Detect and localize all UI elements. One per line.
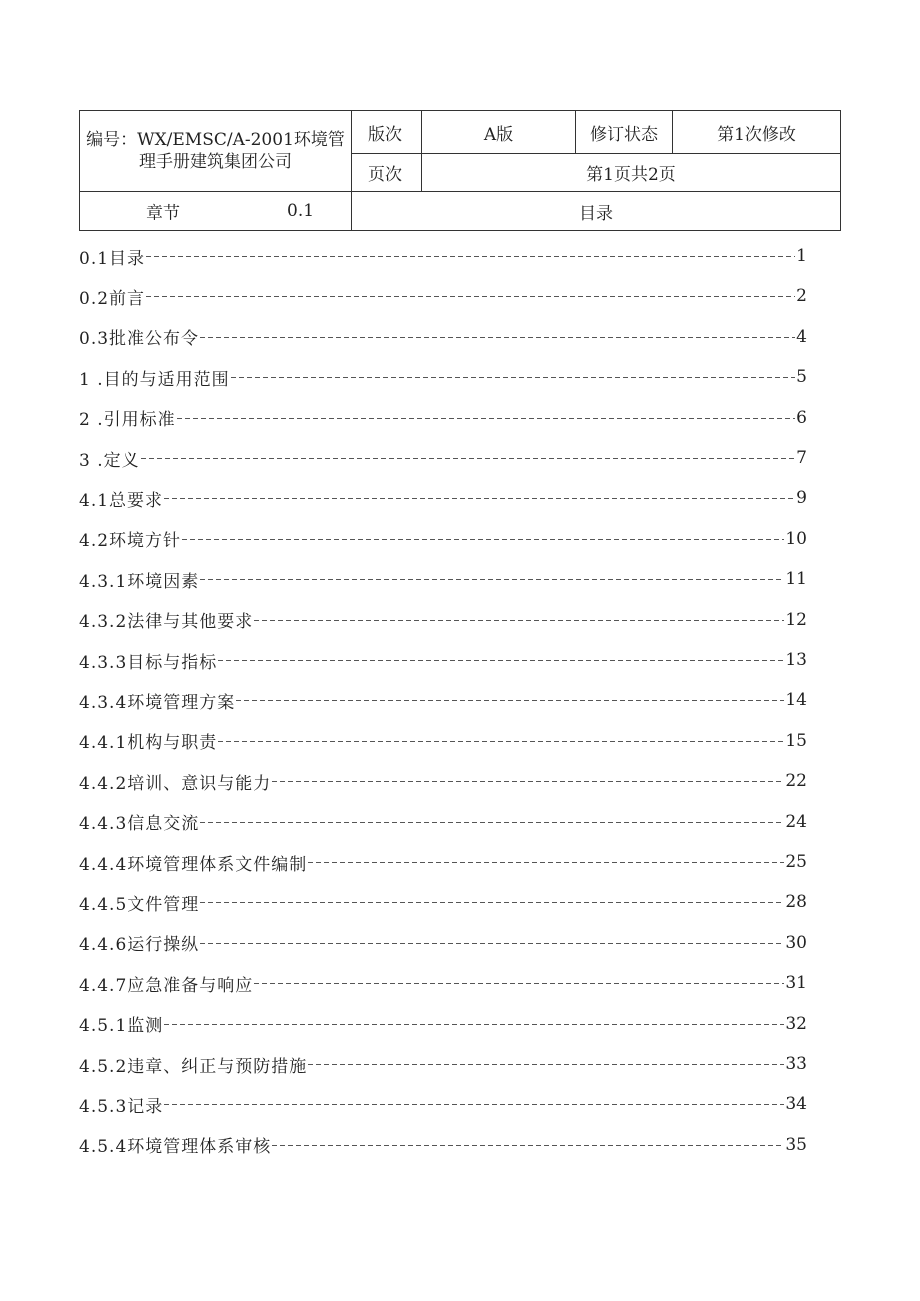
toc-entry [79, 721, 807, 761]
toc-entry-label: 4.4.2培训、意识与能力 [79, 773, 272, 794]
toc-entry-page: 28 [785, 892, 807, 913]
section-value: 0.1 [287, 201, 315, 221]
toc-leader-line [254, 611, 784, 629]
toc-entry-page: 31 [785, 973, 807, 994]
toc-leader-line [200, 570, 784, 588]
page-value: 第1页共2页 [422, 154, 841, 192]
toc-leader-line [218, 651, 784, 669]
toc-leader-line [146, 247, 795, 265]
toc-entry [79, 438, 807, 478]
toc-entry-page: 35 [785, 1134, 807, 1155]
toc-entry-page: 33 [785, 1054, 807, 1074]
toc-leader-line [272, 1136, 784, 1154]
toc-entry [79, 680, 807, 720]
toc-entry-label: 4.3.3目标与指标 [79, 652, 218, 673]
toc-entry [79, 600, 807, 640]
toc-leader-line [164, 1095, 784, 1113]
toc-entry-label: 4.4.7应急准备与响应 [79, 975, 254, 996]
toc-entry-page: 6 [796, 407, 807, 428]
page-label: 页次 [352, 154, 422, 192]
toc-leader-line [146, 287, 795, 305]
toc-entry-label: 4.1总要求 [79, 490, 164, 511]
toc-entry [79, 478, 807, 518]
toc-entry [79, 963, 807, 1003]
toc-entry-label: 1 .目的与适用范围 [79, 369, 230, 390]
toc-entry [79, 357, 807, 397]
toc-entry [79, 398, 807, 438]
toc-entry-page: 1 [796, 246, 807, 266]
toc-entry-label: 0.1目录 [79, 248, 146, 269]
toc-entry [79, 1004, 807, 1044]
toc-entry-page: 13 [785, 650, 807, 670]
toc-entry [79, 761, 807, 801]
toc-entry-page: 12 [785, 609, 807, 630]
toc-entry-label: 0.2前言 [79, 288, 146, 309]
toc-entry-page: 24 [785, 811, 807, 832]
toc-entry-label: 4.5.4环境管理体系审核 [79, 1137, 272, 1158]
toc-leader-line [200, 893, 784, 911]
toc-entry [79, 317, 807, 357]
toc-entry-label: 4.4.3信息交流 [79, 814, 200, 835]
toc-leader-line [141, 449, 796, 467]
toc-leader-line [164, 1015, 784, 1033]
document-header-table [79, 110, 841, 231]
toc-entry-page: 9 [796, 488, 807, 509]
section-title: 目录 [352, 192, 841, 231]
toc-leader-line [236, 691, 784, 709]
toc-entry [79, 882, 807, 922]
toc-entry-page: 7 [796, 448, 807, 468]
toc-entry-page: 14 [785, 690, 807, 711]
toc-entry-page: 5 [796, 367, 807, 388]
toc-leader-line [254, 974, 784, 992]
section-cell [80, 192, 352, 231]
toc-entry-label: 4.5.1监测 [79, 1016, 164, 1037]
toc-entry-label: 4.4.6运行操纵 [79, 935, 200, 956]
toc-entry [79, 842, 807, 882]
toc-leader-line [308, 1055, 784, 1073]
toc-entry-page: 22 [785, 771, 807, 792]
toc-entry-label: 4.4.4环境管理体系文件编制 [79, 854, 308, 875]
toc-entry [79, 802, 807, 842]
toc-leader-line [308, 853, 784, 871]
document-code: 编号：WX/EMSC/A-2001环境管理手册建筑集团公司 [80, 111, 352, 192]
toc-entry-label: 4.3.4环境管理方案 [79, 692, 236, 713]
toc-entry-label: 4.2环境方针 [79, 531, 182, 552]
toc-entry-page: 15 [785, 730, 807, 751]
toc-leader-line [177, 409, 796, 427]
toc-entry [79, 1044, 807, 1084]
toc-leader-line [200, 934, 784, 952]
toc-leader-line [272, 772, 784, 790]
toc-entry [79, 559, 807, 599]
toc-leader-line [218, 732, 784, 750]
toc-entry [79, 1125, 807, 1165]
toc-entry-label: 4.5.2违章、纠正与预防措施 [79, 1056, 308, 1077]
toc-entry-label: 4.5.3记录 [79, 1096, 164, 1117]
toc-entry [79, 923, 807, 963]
revision-value: 第1次修改 [673, 111, 841, 154]
toc-entry [79, 1084, 807, 1124]
toc-entry [79, 519, 807, 559]
toc-entry-label: 4.4.1机构与职责 [79, 733, 218, 754]
toc-leader-line [231, 368, 796, 386]
toc-entry-label: 4.3.2法律与其他要求 [79, 612, 254, 633]
toc-entry-page: 25 [785, 852, 807, 872]
toc-entry-page: 32 [785, 1013, 807, 1034]
edition-label: 版次 [352, 111, 422, 154]
toc-entry [79, 640, 807, 680]
toc-leader-line [182, 530, 784, 548]
toc-entry-page: 11 [785, 569, 807, 590]
toc-entry-label: 0.3批准公布令 [79, 329, 200, 350]
revision-label: 修订状态 [576, 111, 673, 154]
toc-entry-label: 4.4.5文件管理 [79, 894, 200, 915]
toc-entry-page: 30 [785, 932, 807, 953]
toc-entry [79, 236, 807, 276]
toc-entry-label: 3 .定义 [79, 450, 140, 471]
toc-entry-label: 2 .引用标准 [79, 410, 176, 431]
edition-value: A版 [422, 111, 576, 154]
toc-entry [79, 276, 807, 316]
toc-entry-page: 34 [785, 1094, 807, 1115]
toc-leader-line [200, 328, 795, 346]
toc-entry-page: 4 [796, 326, 807, 347]
toc-leader-line [164, 489, 795, 507]
toc-entry-page: 10 [785, 528, 807, 549]
section-label: 章节 [146, 203, 180, 224]
toc-leader-line [200, 813, 784, 831]
toc-entry-label: 4.3.1环境因素 [79, 571, 200, 592]
toc-entry-page: 2 [796, 286, 807, 307]
